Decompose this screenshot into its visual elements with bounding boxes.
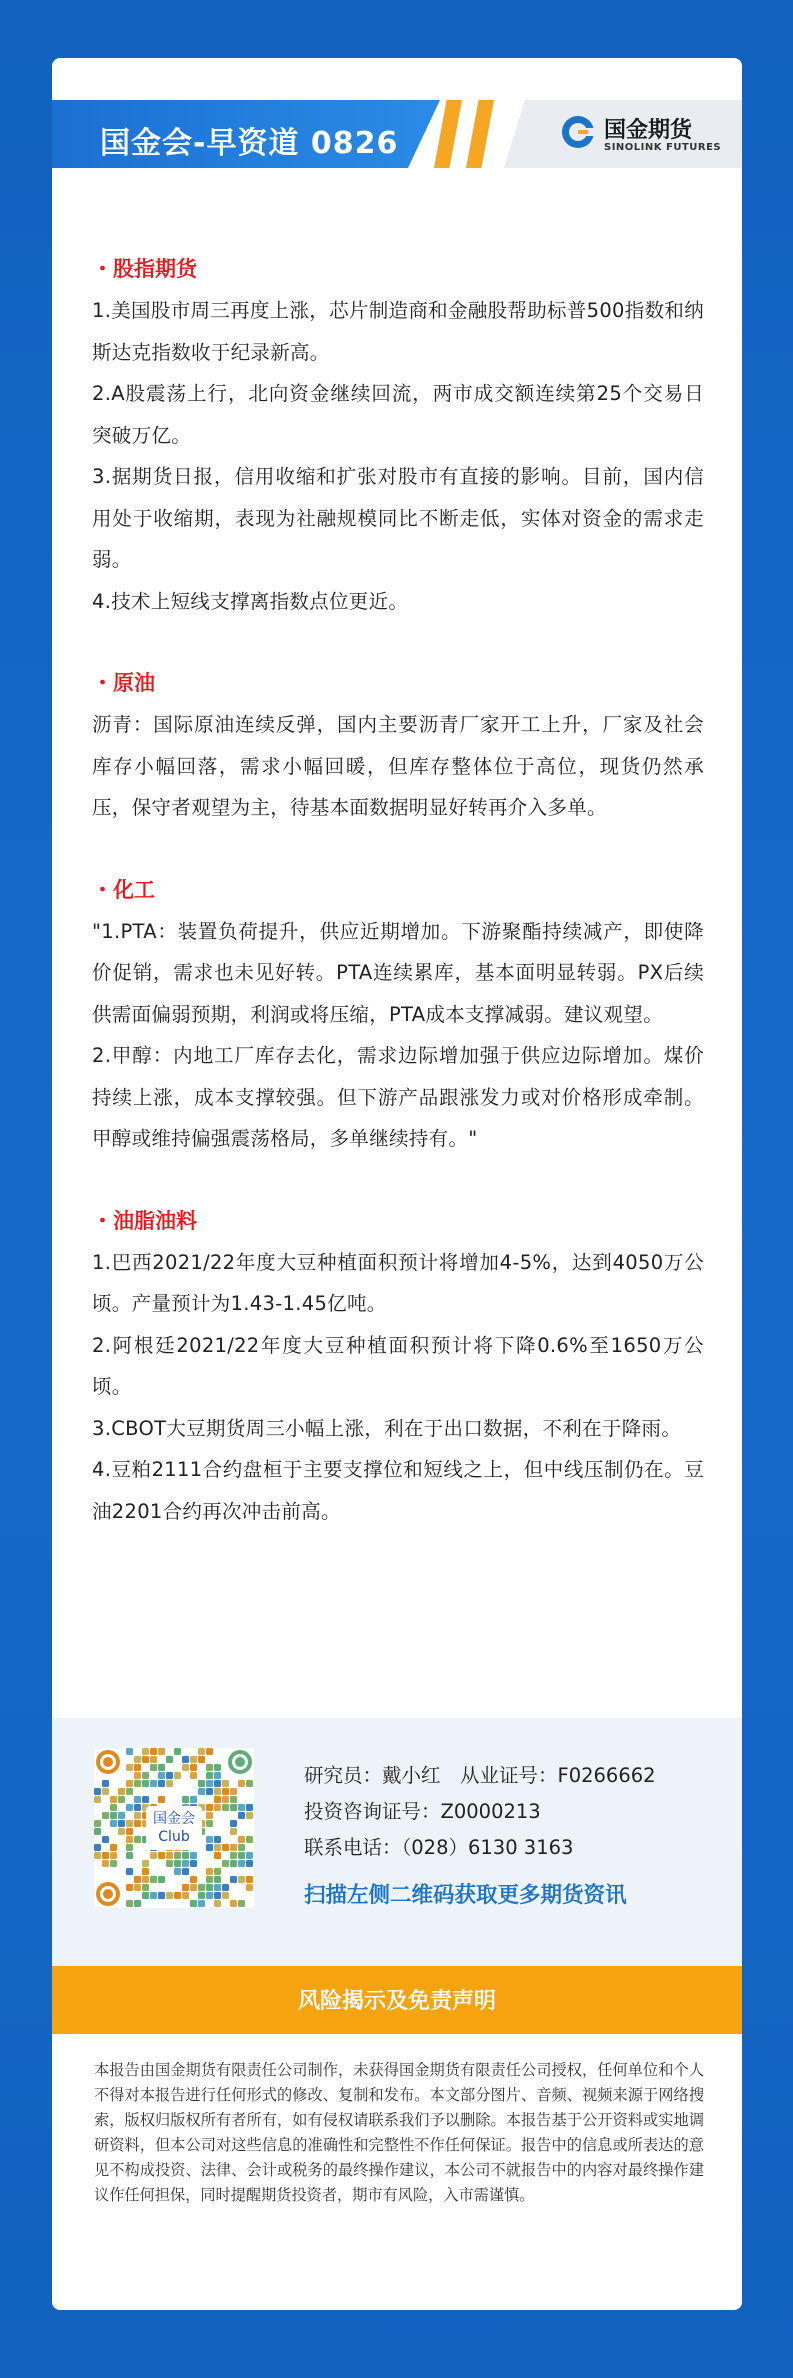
qr-module [142,1780,149,1787]
qr-module [174,1892,181,1899]
qr-module [142,1772,149,1779]
qr-module [174,1772,181,1779]
qr-module [198,1780,205,1787]
qr-module [214,1796,221,1803]
paragraph: 2.阿根廷2021/22年度大豆种植面积预计将下降0.6%至1650万公顷。 [92,1333,704,1398]
qr-module [214,1772,221,1779]
section-chemicals [92,869,704,1160]
qr-module [158,1764,165,1771]
qr-module [190,1852,197,1859]
qr-module [182,1852,189,1859]
qr-module [190,1772,197,1779]
paragraph: 沥青：国际原油连续反弹，国内主要沥青厂家开工上升，厂家及社会库存小幅回落，需求小幅回暖，但库存整体位于高位，现货仍然承压，保守者观望为主，待基本面数据明显好转再介入多单。 [92,713,704,819]
qr-module [238,1876,245,1883]
section-title: ・油脂油料 [92,1208,197,1233]
qr-module [126,1852,133,1859]
qr-module [230,1860,237,1867]
contact-info [304,1758,656,1866]
qr-module [94,1788,101,1795]
qr-module [134,1764,141,1771]
qr-module [198,1884,205,1891]
qr-module [182,1764,189,1771]
section-crude-oil [92,662,704,829]
qr-module [142,1756,149,1763]
qr-module [230,1876,237,1883]
qr-module [134,1796,141,1803]
qr-module [222,1788,229,1795]
qr-module [190,1900,197,1907]
qr-module [214,1780,221,1787]
qr-module [110,1796,117,1803]
qr-module [158,1772,165,1779]
qr-module [174,1860,181,1867]
qr-module [102,1860,109,1867]
qr-module [230,1796,237,1803]
qr-module [206,1884,213,1891]
qr-module [230,1852,237,1859]
paragraph: 2.甲醇：内地工厂库存去化，需求边际增加强于供应边际增加。煤价持续上涨，成本支撑较强。但下游产品跟涨发力或对价格形成牵制。甲醇或维持偏强震荡格局，多单继续持有。" [92,1044,704,1150]
qr-module [166,1780,173,1787]
qr-module [150,1780,157,1787]
qr-module [150,1876,157,1883]
qr-module [214,1876,221,1883]
qr-module [142,1868,149,1875]
qr-module [94,1796,101,1803]
qr-module [134,1772,141,1779]
scan-tip: 扫描左侧二维码获取更多期货资讯 [304,1883,627,1908]
qr-module [222,1892,229,1899]
qr-module [166,1852,173,1859]
qr-module [126,1748,133,1755]
qr-module [222,1884,229,1891]
report-card [52,58,742,2310]
qr-module [214,1892,221,1899]
contact-panel [52,1718,742,1968]
qr-module [190,1756,197,1763]
qr-module [222,1860,229,1867]
qr-label-line: 国金会 [153,1811,195,1827]
qr-module [158,1852,165,1859]
qr-module [182,1860,189,1867]
qr-module [238,1860,245,1867]
paragraph: 2.A股震荡上行，北向资金继续回流，两市成交额连续第25个交易日突破万亿。 [92,382,704,447]
qr-module [174,1852,181,1859]
qr-module [198,1892,205,1899]
qr-module [126,1764,133,1771]
qr-module [134,1780,141,1787]
disclaimer-text: 本报告由国金期货有限责任公司制作，未获得国金期货有限责任公司授权，任何单位和个人不得对本报告进行任何形式的修改、复制和发布。本文部分图片、音频、视频来源于网络搜索，版权归版权所有者所有，如有侵权请联系我们予以删除。本报告基于公开资料或实地调研资料，但本公司对这些信息的准确性和完整性不作任何保证。报告中的信息或所表达的意见不构成投资、法律、会计或税务的最终操作建议，本公司不就报告中的内容对最终操作建议作任何担保，同时提醒期货投资者，期市有风险，入市需谨慎。 [94,2061,704,2204]
qr-module [190,1884,197,1891]
paragraph: 4.豆粕2111合约盘桓于主要支撑位和短线之上，但中线压制仍在。豆油2201合约再次冲击前高。 [92,1458,704,1523]
qr-module [142,1860,149,1867]
qr-module [102,1780,109,1787]
qr-module [214,1868,221,1875]
consult-cert-line: 投资咨询证号：Z0000213 [304,1800,541,1823]
qr-module [166,1892,173,1899]
section-title: ・原油 [92,671,155,695]
qr-module [134,1756,141,1763]
qr-module [158,1876,165,1883]
qr-module [214,1852,221,1859]
qr-module [150,1748,157,1755]
qr-module [182,1756,189,1763]
qr-module [182,1884,189,1891]
qr-module [246,1876,253,1883]
qr-module [182,1868,189,1875]
qr-module [118,1796,125,1803]
qr-module [158,1780,165,1787]
section-title: ・股指期货 [92,257,197,281]
qr-module [198,1748,205,1755]
qr-module [150,1756,157,1763]
accent-stripe [466,100,494,168]
paragraph: 3.据期货日报，信用收缩和扩张对股市有直接的影响。目前，国内信用处于收缩期，表现为社融规模同比不断走低，实体对资金的需求走弱。 [92,465,704,571]
paragraph: "1.PTA：装置负荷提升，供应近期增加。下游聚酯持续减产，即使降价促销，需求也未见好转。PTA连续累库，基本面明显转弱。PX后续供需面偏弱预期，利润或将压缩，PTA成本支撑减弱。建议观望。 [92,919,704,1026]
qr-module [126,1788,133,1795]
qr-module [206,1780,213,1787]
qr-module [150,1764,157,1771]
qr-module [94,1852,101,1859]
logo-text-cn: 国金期货 [604,118,693,143]
qr-module [198,1900,205,1907]
qr-module [142,1892,149,1899]
qr-module [150,1852,157,1859]
qr-module [246,1780,253,1787]
phone-line: 联系电话：（028）6130 3163 [304,1836,574,1859]
qr-module [126,1884,133,1891]
qr-module [102,1852,109,1859]
qr-module [134,1876,141,1883]
paragraph: 4.技术上短线支撑离指数点位更近。 [92,589,409,613]
qr-module [246,1884,253,1891]
qr-module [238,1852,245,1859]
qr-module [190,1796,197,1803]
qr-module [206,1748,213,1755]
section-index-futures [92,248,704,622]
qr-module [206,1764,213,1771]
qr-module [182,1892,189,1899]
qr-module [110,1852,117,1859]
qr-module [206,1892,213,1899]
qr-module [206,1876,213,1883]
qr-module [142,1748,149,1755]
qr-module [206,1772,213,1779]
paragraph: 3.CBOT大豆期货周三小幅上涨，利在于出口数据，不利在于降雨。 [92,1416,682,1440]
qr-module [174,1748,181,1755]
qr-module [134,1884,141,1891]
qr-module [166,1860,173,1867]
qr-module [182,1796,189,1803]
logo-text-en: SINOLINK FUTURES [604,142,722,153]
qr-module [222,1796,229,1803]
paragraph: 1.巴西2021/22年度大豆种植面积预计将增加4-5%，达到4050万公顷。产量预计为1.43-1.45亿吨。 [92,1250,704,1315]
qr-module [142,1796,149,1803]
page-title: 国金会-早资道 0826 [100,126,399,161]
qr-module [190,1876,197,1883]
content [92,248,704,1572]
qr-module [246,1852,253,1859]
qr-module [230,1788,237,1795]
qr-module [214,1788,221,1795]
qr-module [230,1900,237,1907]
qr-module [166,1772,173,1779]
risk-title: 风险揭示及免责声明 [297,1989,496,2014]
qr-module [190,1860,197,1867]
qr-module [174,1868,181,1875]
qr-module [166,1756,173,1763]
qr-module [158,1748,165,1755]
qr-module [206,1868,213,1875]
qr-module [126,1780,133,1787]
qr-module [150,1892,157,1899]
qr-module [102,1788,109,1795]
researcher-line: 研究员：戴小红 从业证号：F0266662 [304,1764,656,1787]
qr-module [118,1788,125,1795]
qr-module [110,1860,117,1867]
qr-module [206,1788,213,1795]
qr-module [222,1780,229,1787]
section-title: ・化工 [92,877,155,902]
qr-module [126,1868,133,1875]
qr-module [142,1884,149,1891]
qr-center-label [94,1810,254,1846]
qr-module [246,1860,253,1867]
qr-module [158,1892,165,1899]
qr-module [238,1900,245,1907]
section-oils-oilseeds [92,1200,704,1533]
qr-module [134,1900,141,1907]
qr-module [126,1900,133,1907]
qr-module [142,1876,149,1883]
qr-module [238,1780,245,1787]
qr-module [158,1796,165,1803]
qr-module [198,1788,205,1795]
paragraph: 1.美国股市周三再度上涨，芯片制造商和金融股帮助标普500指数和纳斯达克指数收于纪录新高。 [92,299,704,364]
sinolink-logo-icon [560,114,596,150]
qr-module [190,1764,197,1771]
qr-module [214,1884,221,1891]
accent-stripe [434,100,462,168]
qr-module [214,1900,221,1907]
qr-label-line: Club [158,1829,190,1845]
qr-module [214,1764,221,1771]
qr-module [198,1756,205,1763]
